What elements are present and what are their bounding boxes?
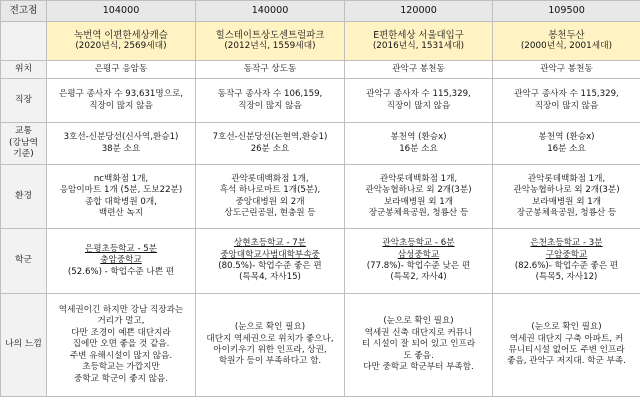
label-job: 직장 (1, 79, 47, 123)
opinion-line: 다만 중학교 학군부터 부족함. (363, 362, 474, 373)
opinion-line: 역세권 대단지 구축 아파트, 커 (509, 333, 624, 344)
environment-line: 장군봉체육공원, 청룡산 등 (516, 207, 617, 218)
transport-line: 26분 소요 (250, 143, 290, 154)
price-row (1, 1, 640, 22)
opinion-line: 집에만 오면 좋을 것 같음. (72, 339, 170, 350)
school-cell-2 (196, 229, 345, 294)
opinion-line: 거리가 멀고, (97, 316, 145, 327)
school-level: (77.8%)- 학업수준 낮은 편 (366, 261, 471, 271)
location-cell-4: 관악구 봉천동 (493, 61, 640, 79)
opinion-line: 뮤니티시설 없어도 주변 인프라 (508, 345, 625, 355)
school-level: (82.6%)- 학업수준 좋은 편 (514, 261, 619, 271)
opinion-line: 역세권 신축 대단지로 커뮤니 (364, 327, 473, 338)
job-line: 직장이 많지 않음 (238, 100, 302, 111)
opinion-line: (눈으로 확인 필요) (234, 322, 306, 333)
label-location: 위치 (1, 61, 47, 79)
apartment-header-2[interactable] (196, 22, 345, 61)
transport-cell-3 (345, 123, 493, 165)
job-cell-2 (196, 79, 345, 123)
label-transport (1, 123, 47, 165)
environment-line: 관악롯데백화점 1개, (231, 173, 309, 184)
transport-cell-1 (47, 123, 196, 165)
school-elementary: 은천초등학교 - 3분 (530, 238, 603, 249)
opinion-line: 다만 조경이 예쁜 대단지라 (71, 327, 171, 338)
job-line: 관악구 종사자 수 115,329, (514, 89, 619, 100)
job-cell-4 (493, 79, 640, 123)
school-special: (특목2, 자사4) (390, 272, 447, 283)
opinion-line: 초등학교는 가깝지만 (82, 362, 160, 373)
opinion-row (1, 294, 640, 397)
opinion-line: 주변 유해시설이 많지 않음. (69, 350, 173, 361)
label-transport-line: 교통 (15, 126, 32, 137)
apartment-name: 봉천두산 (548, 29, 585, 41)
transport-line: 3호선-신분당선(신사역,환승1) (63, 132, 179, 143)
environment-line: 상도근린공원, 현충원 등 (224, 207, 316, 218)
school-cell-1 (47, 229, 196, 294)
job-line: 동작구 종사자 수 106,159, (217, 89, 323, 100)
label-price: 전고점 (1, 1, 47, 22)
school-cell-4 (493, 229, 640, 294)
school-level: (80.5%)- 학업수준 좋은 편 (218, 261, 322, 271)
opinion-cell-1 (47, 294, 196, 397)
transport-line: 봉천역 (환승x) (538, 132, 595, 143)
apartment-header-3[interactable] (345, 22, 493, 61)
environment-cell-2 (196, 165, 345, 229)
apartment-name: E편한세상 서울대입구 (373, 29, 464, 41)
environment-line: 흑석 하나로마트 1개(5분), (219, 185, 321, 196)
label-transport-line: 기준) (13, 149, 34, 160)
job-row (1, 79, 640, 123)
apartment-header-4[interactable] (493, 22, 640, 61)
school-middle: 구암중학교 (545, 249, 588, 260)
environment-cell-1 (47, 165, 196, 229)
opinion-line: (눈으로 확인 필요) (383, 316, 454, 327)
opinion-line: 대단지 역세권으로 위치가 좋으나, (206, 333, 334, 344)
price-cell-1: 104000 (47, 1, 196, 22)
environment-line: 관악롯데백화점 1개, (527, 173, 606, 184)
environment-line: 종합 대학병원 0개, (85, 196, 157, 207)
transport-line: 7호선-신분당선(논현역,환승1) (212, 132, 328, 143)
opinion-line: 도 좋음. (403, 350, 434, 361)
environment-line: 관악롯데백화점 1개, (379, 173, 458, 184)
environment-line: 관악농협하나로 외 2개(3분) (513, 185, 620, 196)
transport-cell-4 (493, 123, 640, 165)
environment-row (1, 165, 640, 229)
label-transport-line: (강남역 (9, 137, 38, 148)
apartment-info: (2016년식, 1531세대) (372, 41, 465, 51)
job-line: 직장이 많지 않음 (534, 100, 599, 111)
location-row (1, 61, 640, 79)
environment-line: 보라매병원 외 1개 (531, 196, 602, 207)
school-special: (특목5, 자사12) (535, 272, 598, 283)
opinion-line: 티 시설이 잘 되어 있고 인프라 (361, 339, 476, 350)
opinion-line: 중학교 학군이 좋지 않음. (74, 373, 168, 384)
apartment-name: 힐스테이트상도센트럴파크 (215, 29, 325, 41)
price-cell-3: 120000 (345, 1, 493, 22)
price-cell-4: 109500 (493, 1, 640, 22)
opinion-line: 아이키우기 위한 인프라, 상권, (213, 345, 327, 355)
transport-row (1, 123, 640, 165)
environment-line: nc백화점 1개, (93, 173, 149, 184)
school-level: (52.6%) - 학업수준 나쁜 편 (67, 266, 175, 277)
school-elementary: 은평초등학교 - 5분 (84, 243, 158, 254)
environment-line: 장군봉체육공원, 청룡산 등 (368, 207, 469, 218)
job-line: 은평구 종사자 수 93,631명으로, (58, 89, 183, 100)
price-cell-2: 140000 (196, 1, 345, 22)
transport-line: 38분 소요 (101, 143, 141, 154)
school-middle: 중앙대학교사범대학부속중 (220, 249, 320, 260)
job-cell-1 (47, 79, 196, 123)
opinion-cell-2 (196, 294, 345, 397)
school-row (1, 229, 640, 294)
opinion-line: 좋음, 관악구 저지대. 학군 부족. (507, 356, 626, 367)
school-middle: 충암중학교 (100, 255, 142, 266)
school-cell-3 (345, 229, 493, 294)
environment-line: 백련산 녹지 (98, 207, 144, 218)
job-line: 직장이 많지 않음 (386, 100, 451, 111)
environment-line: 관악농협하나로 외 2개(3분) (365, 185, 472, 196)
opinion-line: 역세권이긴 하지만 강남 직장과는 (58, 305, 184, 316)
school-elementary: 상현초등학교 - 7분 (233, 238, 307, 249)
label-school: 학군 (1, 229, 47, 294)
opinion-cell-3 (345, 294, 493, 397)
label-empty (1, 22, 47, 61)
apartment-info: (2012년식, 1559세대) (224, 41, 316, 51)
opinion-cell-4 (493, 294, 640, 397)
environment-line: 응암이마트 1개 (5분, 도보22분) (59, 185, 183, 196)
environment-cell-4 (493, 165, 640, 229)
transport-line: 16분 소요 (399, 143, 438, 154)
opinion-line: (눈으로 확인 필요) (531, 322, 602, 333)
transport-line: 봉천역 (환승x) (390, 132, 447, 143)
label-opinion: 나의 느낌 (1, 294, 47, 397)
location-cell-3: 관악구 봉천동 (345, 61, 493, 79)
school-elementary: 관악초등학교 - 6분 (382, 238, 455, 249)
apartment-header-1[interactable] (47, 22, 196, 61)
environment-line: 보라매병원 외 1개 (383, 196, 454, 207)
transport-cell-2 (196, 123, 345, 165)
environment-line: 중앙대병원 외 2개 (235, 196, 305, 207)
job-line: 관악구 종사자 수 115,329, (366, 89, 471, 100)
opinion-line: 학원가 등이 부족하다고 함. (218, 356, 322, 367)
location-cell-2: 동작구 상도동 (196, 61, 345, 79)
school-middle: 삼성중학교 (397, 249, 440, 260)
environment-cell-3 (345, 165, 493, 229)
label-environment: 환경 (1, 165, 47, 229)
job-line: 직장이 많지 않음 (89, 100, 153, 111)
header-row (1, 22, 640, 61)
apartment-info: (2020년식, 2569세대) (75, 41, 167, 51)
school-special: (특목4, 자사15) (239, 272, 301, 283)
apartment-name: 녹번역 이편한세상캐슬 (74, 29, 168, 41)
apartment-info: (2000년식, 2001세대) (520, 41, 613, 51)
location-cell-1: 은평구 응암동 (47, 61, 196, 79)
job-cell-3 (345, 79, 493, 123)
transport-line: 16분 소요 (547, 143, 586, 154)
